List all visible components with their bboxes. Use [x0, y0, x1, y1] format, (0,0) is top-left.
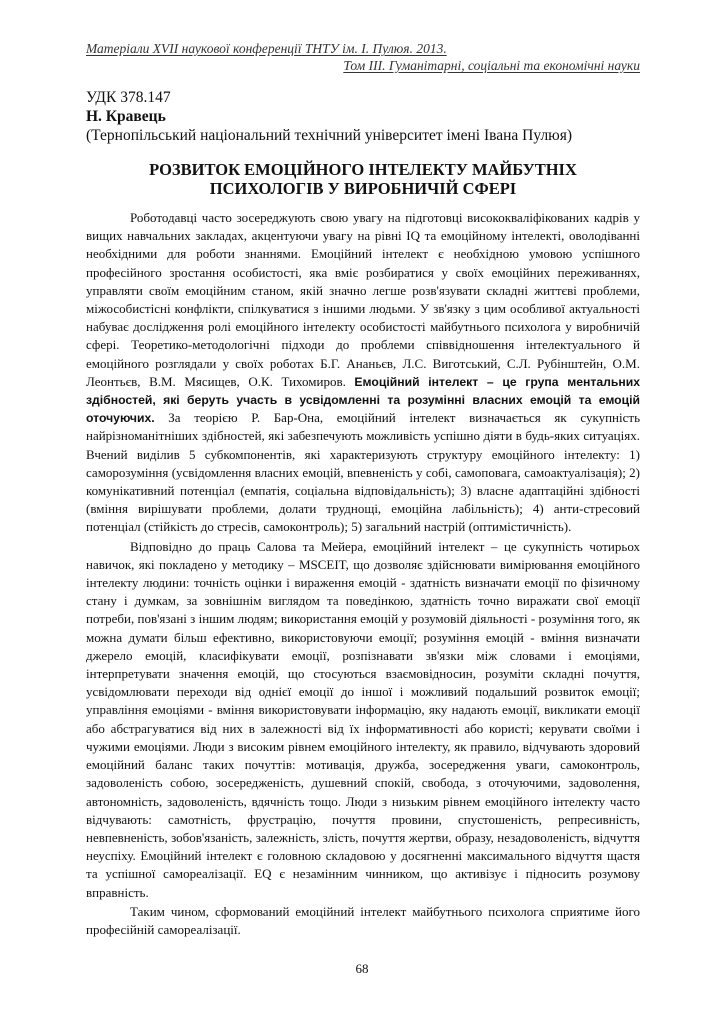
paragraph-2: Відповідно до праць Салова та Мейера, емоційний інтелект – це сукупність чотирьох навичок, які покладено у методику – MSCEIT, що дозволяє здійснювати вимірювання емоційного інтелекту людини: точність оцінки і вираження емоцій - здатність визначати емоції по фізичному стану і думкам, за зовнішнім виглядом та поведінкою, здатність точно виражати свої емоції потреби, пов'язані з іншим людям; використання емоцій у розумовій діяльності - розуміння того, як можна думати більш ефективно, використовуючи емоції; розуміння емоцій - вміння визначати джерело емоцій, класифікувати емоції, розпізнавати зв'язки між словами і емоціями, інтерпретувати значення емоцій, що стосуються взаємовідносин, розуміти складні почуття, усвідомлювати переходи від однієї емоції до іншої і можливий подальший розвиток емоції; управління емоціями - вміння використовувати інформацію, яку надають емоції, викликати емоції або абстрагуватися від них в залежності від їх інформативності або користі; керувати своїми і чужими емоціями. Люди з високим рівнем емоційного інтелекту, як правило, відчувають здоровий емоційний баланс таких почуттів: мотивація, дружба, зосередження уваги, самоконтроль, задоволеність собою, зосередженість, душевний спокій, свобода, з оточуючими, задоволення, автономність, задоволеність, вдячність тощо. Люди з низьким рівнем емоційного інтелекту часто відчувають: самотність, фрустрацію, почуття провини, спустошеність, репресивність, невпевненість, зобов'язаність, залежність, злість, почуття жертви, образу, незадоволеність, відчуття неуспіху. Емоційний інтелект є головною складовою у досягненні максимального відчуття щастя та успішної самореалізації. EQ є незамінним чинником, що активізує і підносить розумову вправність. [86, 538, 640, 900]
header-volume-line: Том ІІІ. Гуманітарні, соціальні та економічні науки [343, 58, 640, 73]
title-line-2: ПСИХОЛОГІВ У ВИРОБНИЧІЙ СФЕРІ [209, 179, 517, 198]
header-conference-line: Матеріали XVII наукової конференції ТНТУ ім. І. Пулюя. 2013. [86, 41, 447, 56]
definition-emphasis: Емоційний інтелект – це група ментальних здібностей, які беруть участь в усвідомленні та розумінні власних емоцій та емоцій оточуючих. [86, 374, 641, 426]
article-title [86, 160, 640, 198]
udc-code: УДК 378.147 [86, 89, 171, 106]
paragraph-1-continuation: За теорією Р. Бар-Она, емоційний інтелект визначається як сукупність найрізноманітніших здібностей, які забезпечують можливість успішно діяти в будь-яких ситуаціях. Вчений виділив 5 субкомпонентів, які характеризують структуру емоційного інтелекту: 1) саморозуміння (усвідомлення власних емоцій, впевненість у собі, самоповага, самоактуалізація); 2) комунікативний потенціал (емпатія, соціальна відповідальність); 3) власне адаптаційні здібності (вміння вирішувати проблеми, долати труднощі, емоційна лабільність); 4) анти-стресовий потенціал (стійкість до стресів, самоконтроль); 5) загальний настрій (оптимістичність). [86, 410, 640, 535]
paragraph-1 [86, 209, 640, 537]
running-header [86, 40, 640, 74]
paragraph-1-intro: Роботодавці часто зосереджують свою увагу на підготовці висококваліфікованих кадрів у вищих навчальних закладах, акцентуючи увагу на рівні IQ та емоційному інтелекті, оволодіванні необхідними для роботи знаннями. Емоційний інтелект є необхідною умовою успішного професійного зростання особистості, яка вміє розбиратися у своїх емоційних переживаннях, управляти своїм емоційним станом, якій значно легше розв'язувати складні життєві проблеми, міжособистісні конфлікти, спілкуватися з іншими людьми. У зв'язку з цим особливої актуальності набуває дослідження ролі емоційного інтелекту особистості майбутнього психолога у виробничій сфері. Теоретико-методологічні підходи до проблеми співвідношення інтелектуального й емоційного розглядали у своїх роботах Б.Г. Ананьєв, Л.С. Виготський, С.Л. Рубінштейн, О.М. Леонтьєв, В.М. Мясищев, О.К. Тихомиров. [86, 210, 640, 389]
article-body [86, 209, 640, 939]
page-number: 68 [355, 961, 369, 976]
title-line-1: РОЗВИТОК ЕМОЦІЙНОГО ІНТЕЛЕКТУ МАЙБУТНІХ [149, 160, 577, 179]
paragraph-3: Таким чином, сформований емоційний інтелект майбутнього психолога сприятиме його професійній самореалізації. [86, 903, 640, 937]
author-name: Н. Кравець [86, 108, 166, 125]
author-affiliation: (Тернопільський національний технічний університет імені Івана Пулюя) [86, 127, 573, 144]
article-meta [86, 88, 646, 145]
